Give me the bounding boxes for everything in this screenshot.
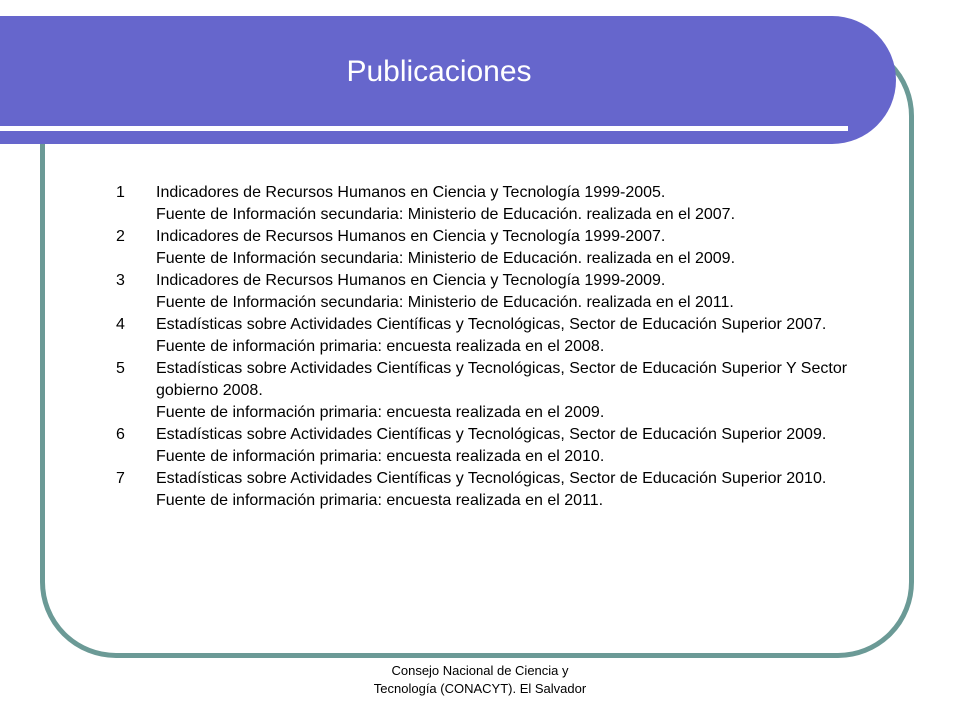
publication-title: Indicadores de Recursos Humanos en Ciencia y Tecnología 1999-2005.	[156, 184, 666, 201]
publication-source: Fuente de Información secundaria: Ministerio de Educación. realizada en el 2009.	[156, 250, 736, 267]
list-item	[116, 226, 856, 270]
publication-source: Fuente de Información secundaria: Ministerio de Educación. realizada en el 2007.	[156, 206, 736, 223]
publication-source: Fuente de información primaria: encuesta realizada en el 2010.	[156, 448, 605, 465]
list-item	[116, 270, 856, 314]
footer-credit	[310, 662, 650, 698]
title-underline	[0, 126, 848, 131]
list-item-number: 1	[116, 184, 125, 201]
publication-title: Indicadores de Recursos Humanos en Ciencia y Tecnología 1999-2009.	[156, 272, 666, 289]
publication-title: Estadísticas sobre Actividades Científicas y Tecnológicas, Sector de Educación Superior 2009.	[156, 426, 827, 443]
list-item	[116, 468, 856, 512]
publication-title: Estadísticas sobre Actividades Científicas y Tecnológicas, Sector de Educación Superior 2010.	[156, 470, 827, 487]
list-item-number: 4	[116, 316, 125, 333]
publication-list	[116, 182, 856, 512]
publication-title: Estadísticas sobre Actividades Científicas y Tecnológicas, Sector de Educación Superior Y Sector gobierno 2008.	[156, 360, 848, 399]
list-item	[116, 358, 856, 424]
list-item-number: 2	[116, 228, 125, 245]
publication-source: Fuente de Información secundaria: Ministerio de Educación. realizada en el 2011.	[156, 294, 734, 311]
publication-source: Fuente de información primaria: encuesta realizada en el 2008.	[156, 338, 605, 355]
list-item	[116, 182, 856, 226]
publication-source: Fuente de información primaria: encuesta realizada en el 2009.	[156, 404, 605, 421]
footer-line-2: Tecnología (CONACYT). El Salvador	[373, 681, 587, 696]
publication-source: Fuente de información primaria: encuesta realizada en el 2011.	[156, 492, 604, 509]
list-item-number: 3	[116, 272, 125, 289]
list-item	[116, 314, 856, 358]
list-item-number: 5	[116, 360, 125, 377]
list-item-number: 6	[116, 426, 125, 443]
list-item	[116, 424, 856, 468]
footer-line-1: Consejo Nacional de Ciencia y	[391, 663, 569, 678]
page-title: Publicaciones	[346, 55, 532, 88]
publication-title: Indicadores de Recursos Humanos en Ciencia y Tecnología 1999-2007.	[156, 228, 666, 245]
publication-title: Estadísticas sobre Actividades Científicas y Tecnológicas, Sector de Educación Superior 2007.	[156, 316, 827, 333]
list-item-number: 7	[116, 470, 125, 487]
